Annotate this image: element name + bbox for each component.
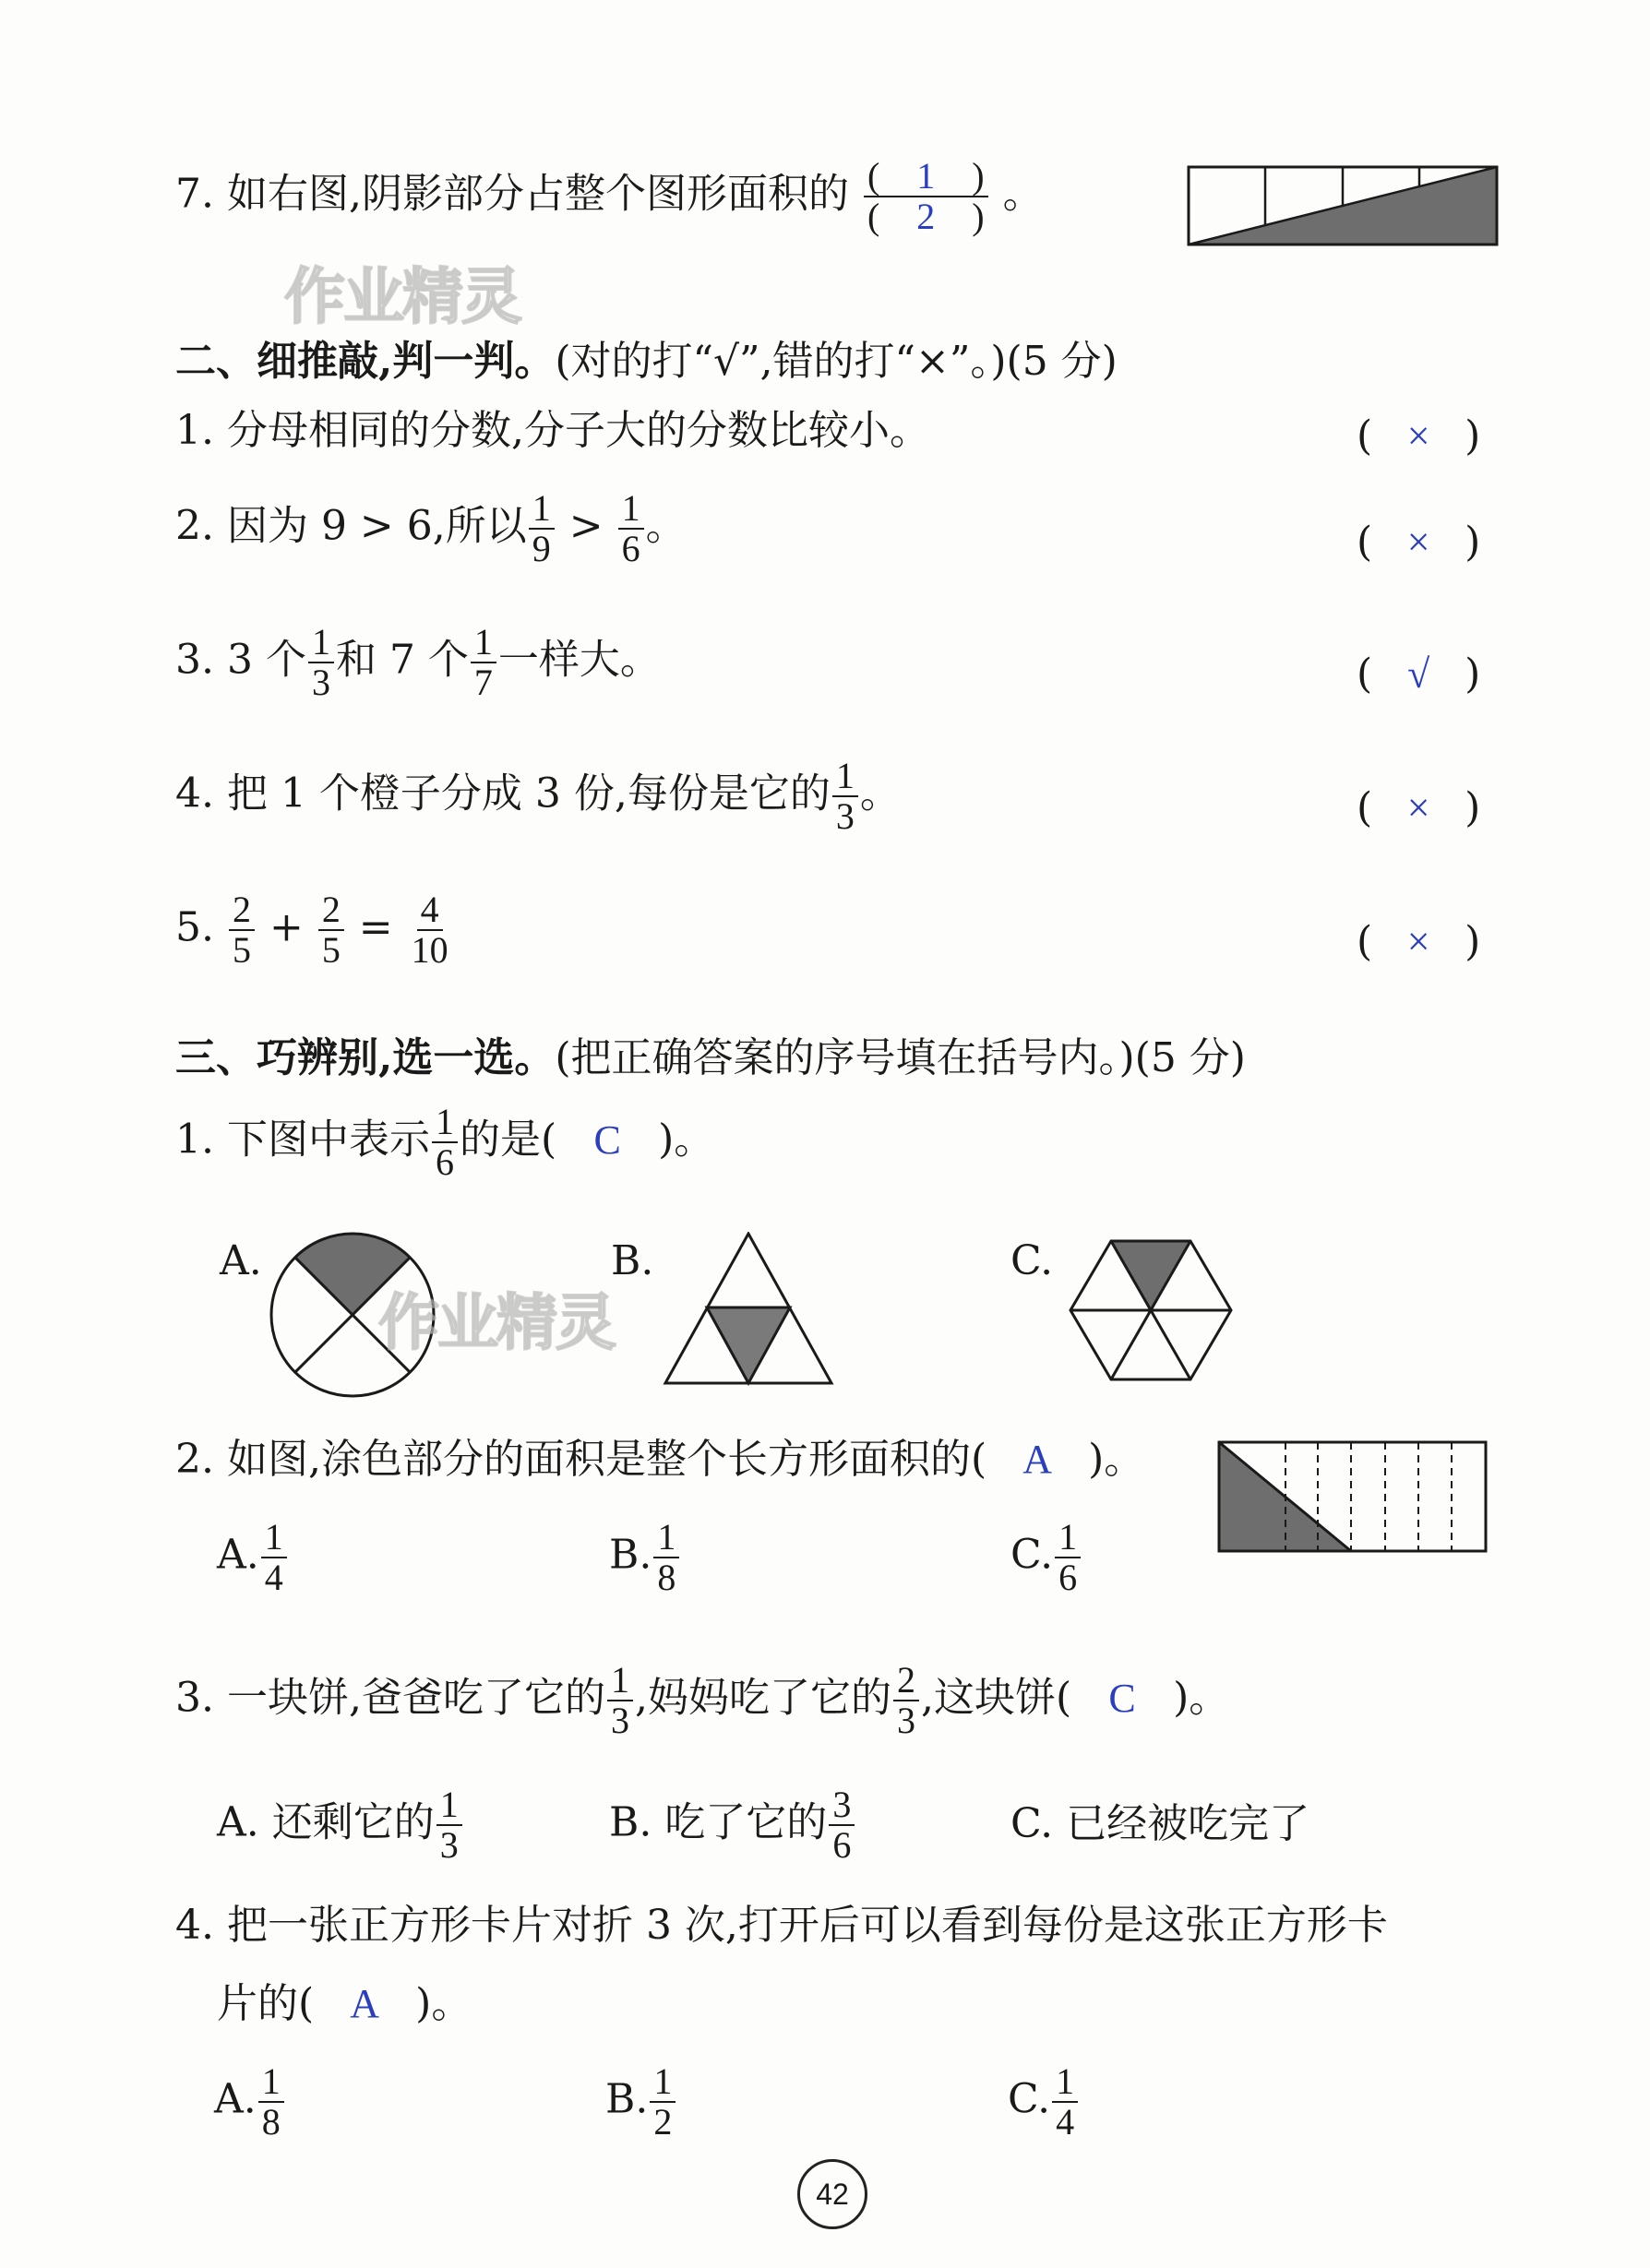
fraction: $\frac{1}{6}$ [618, 489, 644, 568]
s3-q1: 1. 下图中表示 $\frac{1}{6}$ 的是( C )。 [175, 1101, 715, 1183]
s3-q3-opt-c: C. 已经被吃完了 [1010, 1800, 1310, 1847]
s2-answer-2: ( × ) [1357, 519, 1481, 566]
s2-answer-4: ( × ) [1357, 784, 1481, 831]
s3-q2: 2. 如图,涂色部分的面积是整个长方形面积的( A )。 [175, 1436, 1145, 1483]
fraction: $\frac{2}{5}$ [318, 890, 344, 970]
fraction: $\frac{1}{3}$ [308, 623, 334, 702]
section3-note: (把正确答案的序号填在括号内。)(5 分) [555, 1034, 1246, 1081]
s2-item-5: 5. $\frac{2}{5}$ + $\frac{2}{5}$ = $\frac{4}{10}$ [175, 890, 454, 970]
section2-title: 二、细推敲,判一判。 [175, 338, 556, 385]
fraction: $\frac{1}{3}$ [832, 757, 858, 836]
s3-q1-hexagon-figure [1063, 1236, 1238, 1389]
s3-q3: 3. 一块饼,爸爸吃了它的 $\frac{1}{3}$ ,妈妈吃了它的 $\frac{2}{3}$ ,这块饼( C )。 [175, 1659, 1230, 1741]
s3-q4-line2: 片的( A )。 [217, 1980, 472, 2027]
s2-item-1: 1. 分母相同的分数,分子大的分数比较小。 [175, 407, 930, 454]
s2-item-4: 4. 把 1 个橙子分成 3 份,每份是它的 $\frac{1}{3}$ 。 [175, 755, 901, 837]
s3-q4-opt-a: A. $\frac{1}{8}$ [214, 2062, 286, 2142]
fraction: $\frac{1}{6}$ [432, 1103, 458, 1182]
q7-answer-fraction: $\frac{( 1 )}{( 2 )}$ [864, 157, 988, 236]
section3-heading [175, 1024, 1246, 1083]
section2-heading [175, 328, 1118, 387]
fraction: $\frac{1}{3}$ [607, 1661, 633, 1740]
s3-q4-opt-c: C. $\frac{1}{4}$ [1008, 2062, 1080, 2142]
s3-q2-answer: A [1022, 1437, 1053, 1482]
q7-line: 7. 如右图,阴影部分占整个图形面积的 $\frac{( 1 )}{( 2 )}$ 。 [175, 155, 1044, 237]
fraction: $\frac{2}{3}$ [893, 1661, 919, 1740]
s3-q3-opt-b: B. 吃了它的 $\frac{3}{6}$ [609, 1785, 856, 1865]
q7-answer-denominator: 2 [916, 196, 936, 237]
s3-q2-rectangle-figure [1216, 1439, 1489, 1555]
s3-q2-opt-a: A. $\frac{1}{4}$ [217, 1518, 289, 1597]
s3-q4-line1: 4. 把一张正方形卡片对折 3 次,打开后可以看到每份是这张正方形卡 [175, 1902, 1388, 1949]
section3-title: 三、巧辨别,选一选。 [175, 1034, 556, 1081]
s3-q2-opt-b: B. $\frac{1}{8}$ [609, 1518, 681, 1597]
watermark: 作业精灵 [284, 261, 520, 332]
s3-q2-opt-c: C. $\frac{1}{6}$ [1010, 1518, 1082, 1597]
s3-q3-opt-a: A. 还剩它的 $\frac{1}{3}$ [217, 1785, 464, 1865]
fraction: $\frac{1}{7}$ [471, 623, 496, 702]
q7-answer-numerator: 1 [916, 155, 936, 197]
q7-diagram [1186, 164, 1500, 249]
s3-q1-opt-b-label: B. [611, 1237, 654, 1284]
s2-item-2: 2. 因为 9 > 6,所以 $\frac{1}{9}$ > $\frac{1}{6}$ 。 [175, 487, 687, 569]
s3-q1-opt-a-label: A. [220, 1237, 262, 1284]
fraction: $\frac{1}{9}$ [529, 489, 555, 568]
s3-q1-answer: C [593, 1116, 621, 1163]
s3-q4-answer: A [350, 1981, 380, 2026]
s2-item-3: 3. 3 个 $\frac{1}{3}$ 和 7 个 $\frac{1}{7}$ 一样大。 [175, 621, 661, 703]
s2-answer-1: ( × ) [1357, 412, 1481, 460]
fraction: $\frac{2}{5}$ [229, 890, 255, 970]
page-number: 42 [797, 2159, 867, 2229]
section2-note: (对的打“√”,错的打“×”。)(5 分) [555, 338, 1118, 385]
watermark: 作业精灵 [378, 1287, 615, 1358]
s3-q1-triangle-figure [661, 1232, 836, 1389]
s2-answer-5: ( × ) [1357, 918, 1481, 965]
s3-q4-opt-b: B. $\frac{1}{2}$ [605, 2062, 677, 2142]
s3-q1-opt-c-label: C. [1010, 1237, 1054, 1284]
s3-q3-answer: C [1108, 1675, 1136, 1721]
fraction: $\frac{4}{10}$ [411, 889, 448, 971]
s2-answer-3: ( √ ) [1357, 651, 1481, 698]
q7-label: 7. 如右图,阴影部分占整个图形面积的 [175, 170, 849, 218]
